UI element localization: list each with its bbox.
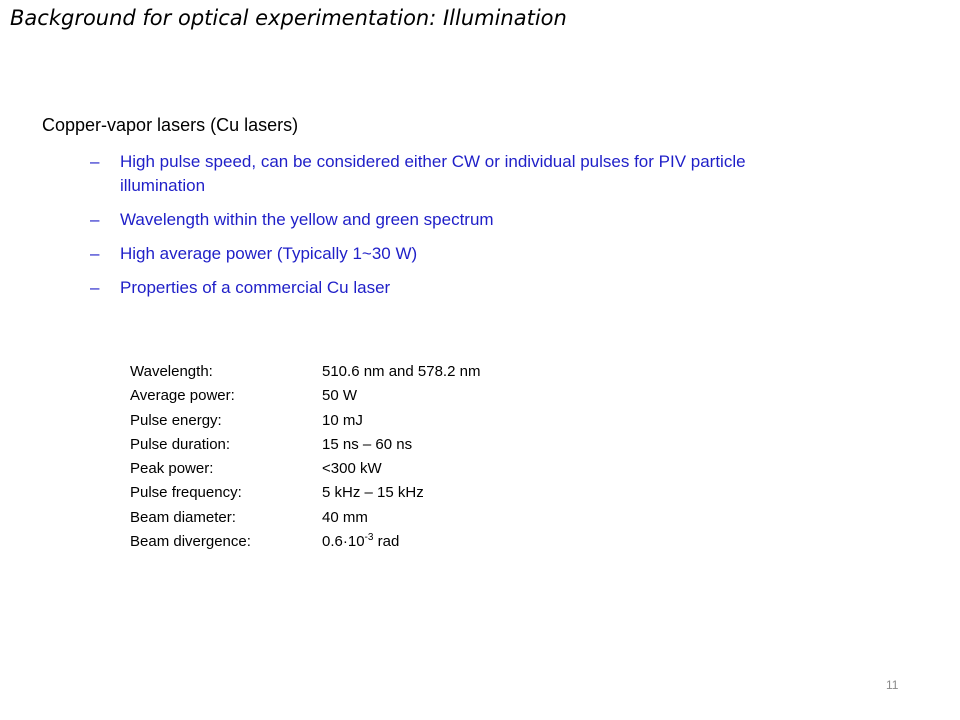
bullet-item (90, 150, 810, 198)
spec-row-wavelength (130, 360, 480, 384)
slide-title: Background for optical experimentation: Illumination (10, 6, 567, 30)
bullet-dash: – (90, 210, 100, 229)
spec-value: <300 kW (322, 460, 382, 478)
spec-row-peak-power (130, 457, 480, 481)
bullet-text: Properties of a commercial Cu laser (120, 278, 391, 297)
spec-value: 40 mm (322, 508, 368, 526)
bullet-text: High pulse speed, can be considered either CW or individual pulses for PIV particle illumination (120, 152, 746, 195)
spec-value (322, 530, 480, 554)
spec-row-beam-diameter (130, 506, 480, 530)
spec-label: Average power: (130, 387, 235, 405)
spec-label: Peak power: (130, 460, 214, 478)
bullet-list (90, 150, 810, 310)
spec-row-beam-divergence (130, 530, 480, 554)
bullet-text: High average power (Typically 1~30 W) (120, 244, 418, 263)
bullet-dash: – (90, 278, 100, 297)
spec-label: Pulse energy: (130, 411, 222, 429)
bullet-dash: – (90, 244, 100, 263)
spec-value: 15 ns – 60 ns (322, 435, 413, 453)
section-heading: Copper-vapor lasers (Cu lasers) (42, 115, 299, 135)
bullet-dash: – (90, 152, 100, 171)
bullet-item (90, 242, 810, 266)
spec-row-pulse-duration (130, 433, 480, 457)
spec-label: Pulse frequency: (130, 484, 242, 502)
laser-properties-table (130, 360, 480, 554)
spec-row-average-power (130, 384, 480, 408)
spec-value: 10 mJ (322, 411, 363, 429)
spec-value-base: 0.6·10 (322, 533, 365, 551)
spec-label: Pulse duration: (130, 435, 231, 453)
page-number: 11 (886, 678, 899, 692)
spec-value: 5 kHz – 15 kHz (322, 484, 424, 502)
spec-value-exponent: -3 (364, 532, 374, 544)
bullet-text: Wavelength within the yellow and green spectrum (120, 210, 494, 229)
spec-label: Beam diameter: (130, 508, 236, 526)
bullet-item (90, 276, 810, 300)
spec-row-pulse-energy (130, 409, 480, 433)
spec-value: 510.6 nm and 578.2 nm (322, 363, 481, 380)
spec-label: Wavelength: (130, 363, 213, 380)
spec-row-pulse-frequency (130, 481, 480, 505)
spec-value: 50 W (322, 387, 358, 405)
bullet-item (90, 208, 810, 232)
spec-value-unit: rad (373, 533, 400, 551)
spec-label: Beam divergence: (130, 533, 251, 551)
